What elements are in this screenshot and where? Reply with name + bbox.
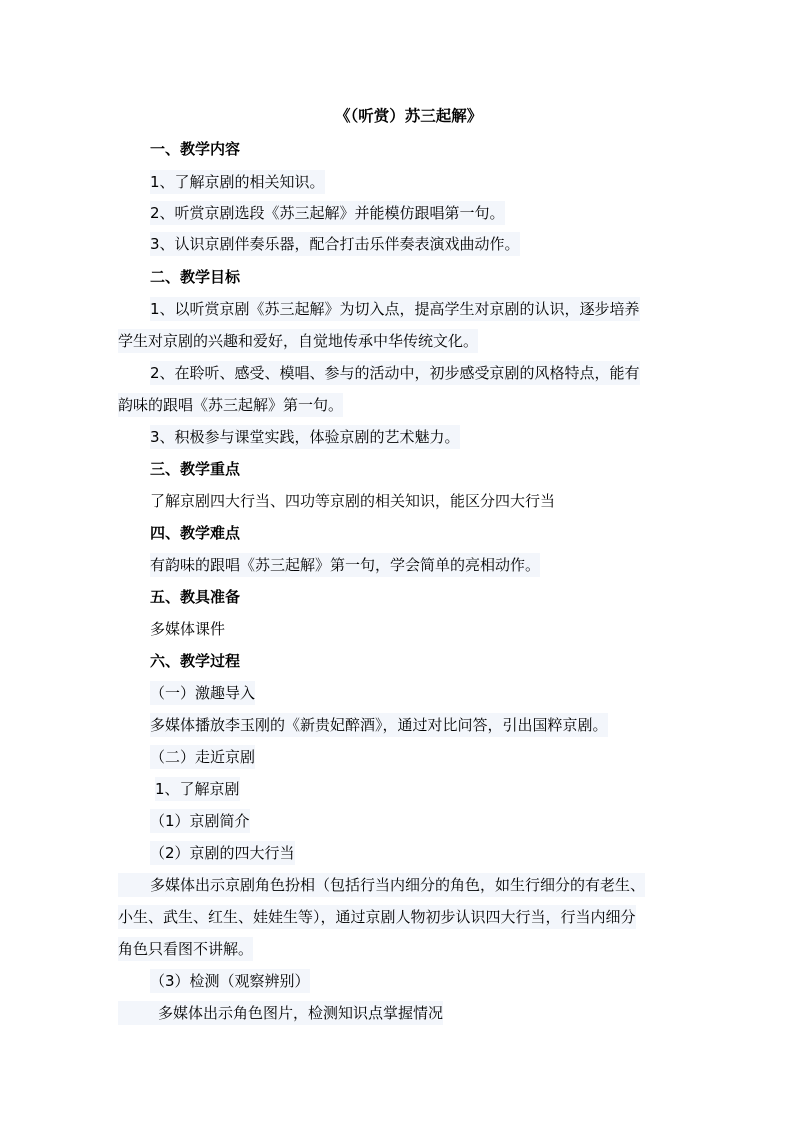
check-text: 多媒体出示角色图片，检测知识点掌握情况 (118, 1001, 443, 1025)
roles-line-2: 小生、武生、红生、娃娃生等），通过京剧人物初步认识四大行当，行当内细分 (118, 905, 636, 929)
section-heading-materials: 五、教具准备 (150, 588, 241, 606)
process-part-1: （一）激趣导入 (150, 681, 255, 705)
focus-text: 了解京剧四大行当、四功等京剧的相关知识，能区分四大行当 (150, 492, 556, 510)
process-step-1-3: （3）检测（观察辨别） (150, 969, 310, 993)
document-title: 《（听赏）苏三起解》 (335, 107, 483, 125)
process-part-1-text: 多媒体播放李玉刚的《新贵妃醉酒》，通过对比问答，引出国粹京剧。 (150, 713, 608, 737)
process-part-2: （二）走近京剧 (150, 745, 255, 769)
section-heading-focus: 三、教学重点 (150, 460, 241, 478)
section-heading-goals: 二、教学目标 (150, 268, 241, 286)
goal-2-line-1: 2、在聆听、感受、模唱、参与的活动中，初步感受京剧的风格特点，能有 (150, 361, 640, 385)
content-item-1: 1、了解京剧的相关知识。 (150, 170, 325, 194)
roles-line-1: 多媒体出示京剧角色扮相（包括行当内细分的角色，如生行细分的有老生、 (118, 873, 645, 897)
goal-2-line-2: 韵味的跟唱《苏三起解》第一句。 (118, 393, 343, 417)
materials-text: 多媒体课件 (150, 620, 226, 638)
section-heading-process: 六、教学过程 (150, 652, 241, 670)
goal-1-line-1: 1、以听赏京剧《苏三起解》为切入点，提高学生对京剧的认识，逐步培养 (150, 297, 640, 321)
process-step-1: 1、了解京剧 (155, 777, 240, 801)
process-step-1-1: （1）京剧简介 (150, 809, 250, 833)
roles-line-3: 角色只看图不讲解。 (118, 937, 253, 961)
goal-3: 3、积极参与课堂实践，体验京剧的艺术魅力。 (150, 425, 460, 449)
section-heading-content: 一、教学内容 (150, 140, 241, 158)
section-heading-difficulty: 四、教学难点 (150, 524, 241, 542)
content-item-2: 2、听赏京剧选段《苏三起解》并能模仿跟唱第一句。 (150, 201, 505, 225)
goal-1-line-2: 学生对京剧的兴趣和爱好，自觉地传承中华传统文化。 (118, 329, 478, 353)
process-step-1-2: （2）京剧的四大行当 (150, 841, 295, 865)
difficulty-text: 有韵味的跟唱《苏三起解》第一句，学会简单的亮相动作。 (150, 553, 540, 577)
content-item-3: 3、认识京剧伴奏乐器，配合打击乐伴奏表演戏曲动作。 (150, 232, 520, 256)
